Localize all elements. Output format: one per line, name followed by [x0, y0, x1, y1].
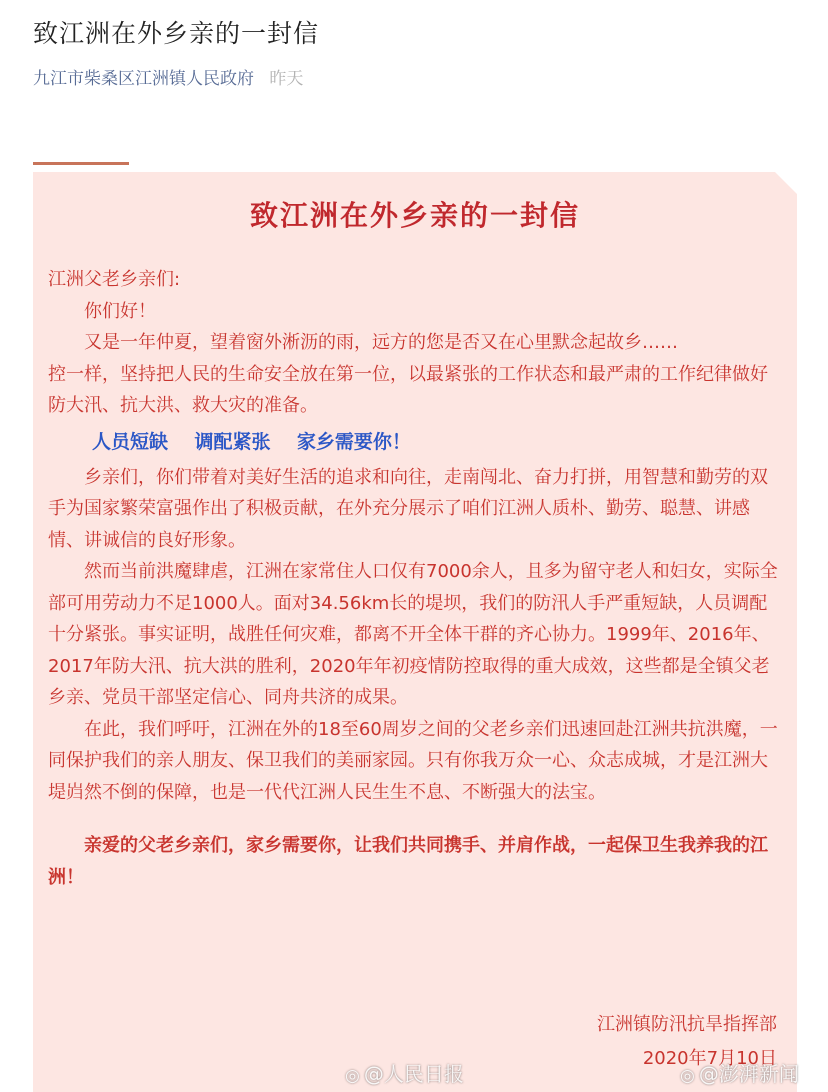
source-account-link[interactable]: 九江市柴桑区江洲镇人民政府: [33, 69, 254, 89]
article-meta: [33, 64, 303, 89]
hello-line: 你们好！: [84, 300, 156, 322]
publish-time: 昨天: [269, 69, 304, 89]
letter-date: 2020年7月10日: [642, 1048, 777, 1069]
callout-slogan: 人员短缺 调配紧张 家乡需要你！: [92, 430, 411, 453]
paragraph-4: 在此，我们呼吁，江洲在外的18至60周岁之间的父老乡亲们迅速回赴江洲共抗洪魔，一同保护我们的亲人朋友、保卫我们的美丽家园。只有你我万众一心、众志成城，才是江洲大堤岿然不倒的保障，也是一代代江洲人民生生不息、不断强大的法宝。: [48, 718, 778, 803]
paragraph-2: 乡亲们，你们带着对美好生活的追求和向往，走南闯北、奋力打拼，用智慧和勤劳的双手为国家繁荣富强作出了积极贡献，在外充分展示了咱们江洲人质朴、勤劳、聪慧、讲感情、讲诚信的良好形象。: [48, 466, 768, 551]
letter-body: [48, 264, 783, 893]
paragraph-spacer: [48, 808, 783, 830]
page-fold-corner: [775, 172, 797, 194]
letter-title: 致江洲在外乡亲的一封信: [249, 199, 580, 232]
weibo-icon: ◎: [680, 1066, 695, 1086]
letter-image: [33, 172, 797, 1092]
watermark-left: [345, 1058, 464, 1087]
paragraph-3: 然而当前洪魔肆虐，江洲在家常住人口仅有7000余人，且多为留守老人和妇女，实际全部可用劳动力不足1000人。面对34.56km长的堤坝，我们的防汛人手严重短缺，人员调配十分紧张。事实证明，战胜任何灾难，都离不开全体干群的齐心协力。1999年、2016年、2017年防大汛、抗大洪的胜利，2020年年初疫情防控取得的重大成效，这些都是全镇父老乡亲、党员干部坚定信心、同舟共济的成果。: [48, 561, 778, 708]
closing-paragraph: 亲爱的父老乡亲们，家乡需要你，让我们共同携手、并肩作战，一起保卫生我养我的江洲！: [48, 835, 768, 888]
salutation: 江洲父老乡亲们:: [48, 269, 181, 290]
paragraph-1-first-line: 又是一年仲夏，望着窗外淅沥的雨，远方的您是否又在心里默念起故乡……: [84, 332, 678, 353]
article-title: 致江洲在外乡亲的一封信: [33, 19, 320, 48]
accent-divider: [33, 162, 129, 165]
watermark-left-text: @人民日报: [363, 1062, 464, 1086]
weibo-icon: ◎: [345, 1066, 360, 1086]
paragraph-1-rest: 控一样，坚持把人民的生命安全放在第一位，以最紧张的工作状态和最严肃的工作纪律做好防大汛、抗大洪、救大灾的准备。: [48, 363, 768, 416]
watermark-right-text: @澎湃新闻: [698, 1062, 799, 1086]
watermark-right: [680, 1058, 799, 1087]
signature: 江洲镇防汛抗旱指挥部: [597, 1014, 777, 1035]
